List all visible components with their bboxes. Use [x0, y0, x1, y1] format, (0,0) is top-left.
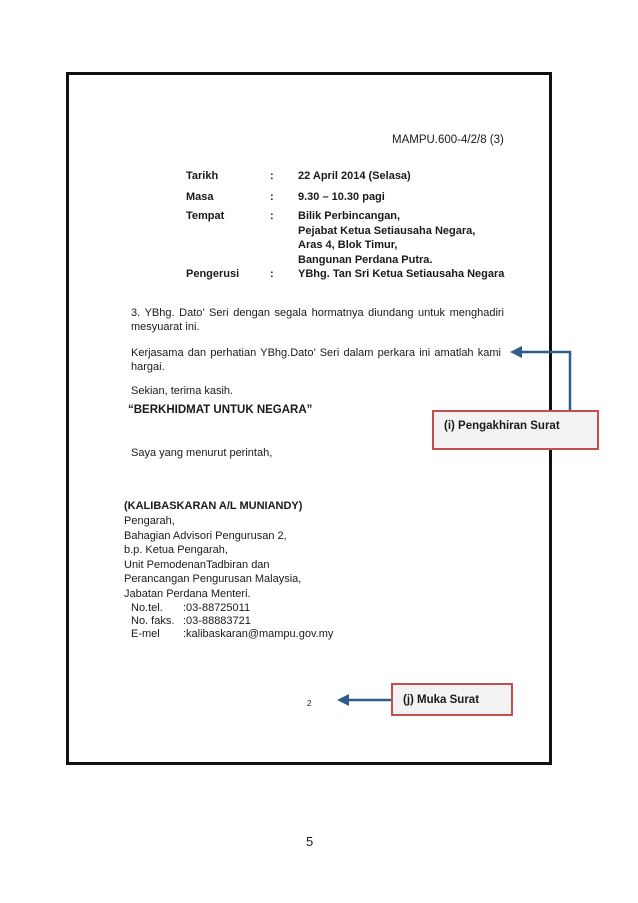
meta-label-masa: Masa — [186, 191, 214, 203]
page-number: 5 — [306, 834, 314, 849]
signatory-line: Pengarah, — [124, 515, 175, 527]
meta-colon: : — [270, 210, 274, 222]
meta-value-line: Pejabat Ketua Setiausaha Negara, — [298, 224, 476, 237]
meta-colon: : — [270, 191, 274, 203]
callout-label: (j) Muka Surat — [403, 693, 480, 706]
meta-value-pengerusi: YBhg. Tan Sri Ketua Setiausaha Negara — [298, 268, 505, 280]
contact-value-tel: :03-88725011 — [183, 602, 251, 614]
contact-label-tel: No.tel. — [131, 602, 163, 614]
contact-value-emel: :kalibaskaran@mampu.gov.my — [183, 628, 334, 640]
signatory-name: (KALIBASKARAN A/L MUNIANDY) — [124, 500, 303, 512]
meta-value-line: Aras 4, Blok Timur, — [298, 239, 398, 251]
motto: “BERKHIDMAT UNTUK NEGARA” — [128, 404, 313, 416]
reference-number: MAMPU.600-4/2/8 (3) — [392, 134, 504, 146]
meta-value-masa: 9.30 – 10.30 pagi — [298, 191, 385, 203]
paragraph-3: 3. YBhg. Dato’ Seri dengan segala hormatnya diundang untuk menghadiri mesyuarat ini. — [131, 307, 504, 333]
signatory-line: Jabatan Perdana Menteri. — [124, 587, 251, 600]
callout-pengakhiran-surat — [432, 410, 599, 450]
callout-muka-surat — [391, 683, 513, 716]
saya-yang-menurut: Saya yang menurut perintah, — [131, 447, 273, 459]
paragraph-kerjasama: Kerjasama dan perhatian YBhg.Dato’ Seri dalam perkara ini amatlah kami hargai. — [131, 347, 501, 373]
signatory-line: Bahagian Advisori Pengurusan 2, — [124, 529, 287, 542]
meta-value-tarikh: 22 April 2014 (Selasa) — [298, 170, 411, 182]
contact-value-faks: :03-88883721 — [183, 615, 251, 627]
meta-value-line: Bangunan Perdana Putra. — [298, 253, 433, 266]
meta-colon: : — [270, 268, 274, 280]
letter-page-number: 2 — [307, 699, 312, 708]
meta-label-tarikh: Tarikh — [186, 170, 219, 182]
closing-text: Sekian, terima kasih. — [131, 385, 234, 397]
callout-label: (i) Pengakhiran Surat — [444, 420, 560, 432]
arrow-to-pengakhiran — [510, 346, 570, 410]
meta-colon: : — [270, 170, 274, 182]
meta-label-pengerusi: Pengerusi — [186, 268, 240, 280]
arrow-to-muka-surat — [337, 694, 391, 706]
signatory-line: b.p. Ketua Pengarah, — [124, 544, 228, 556]
contact-label-faks: No. faks. — [131, 615, 175, 627]
signatory-line: Unit PemodenanTadbiran dan — [124, 558, 270, 571]
contact-label-emel: E-mel — [131, 628, 160, 640]
meta-value-line: Bilik Perbincangan, — [298, 210, 401, 222]
meta-label-tempat: Tempat — [186, 210, 225, 222]
signatory-line: Perancangan Pengurusan Malaysia, — [124, 573, 302, 585]
